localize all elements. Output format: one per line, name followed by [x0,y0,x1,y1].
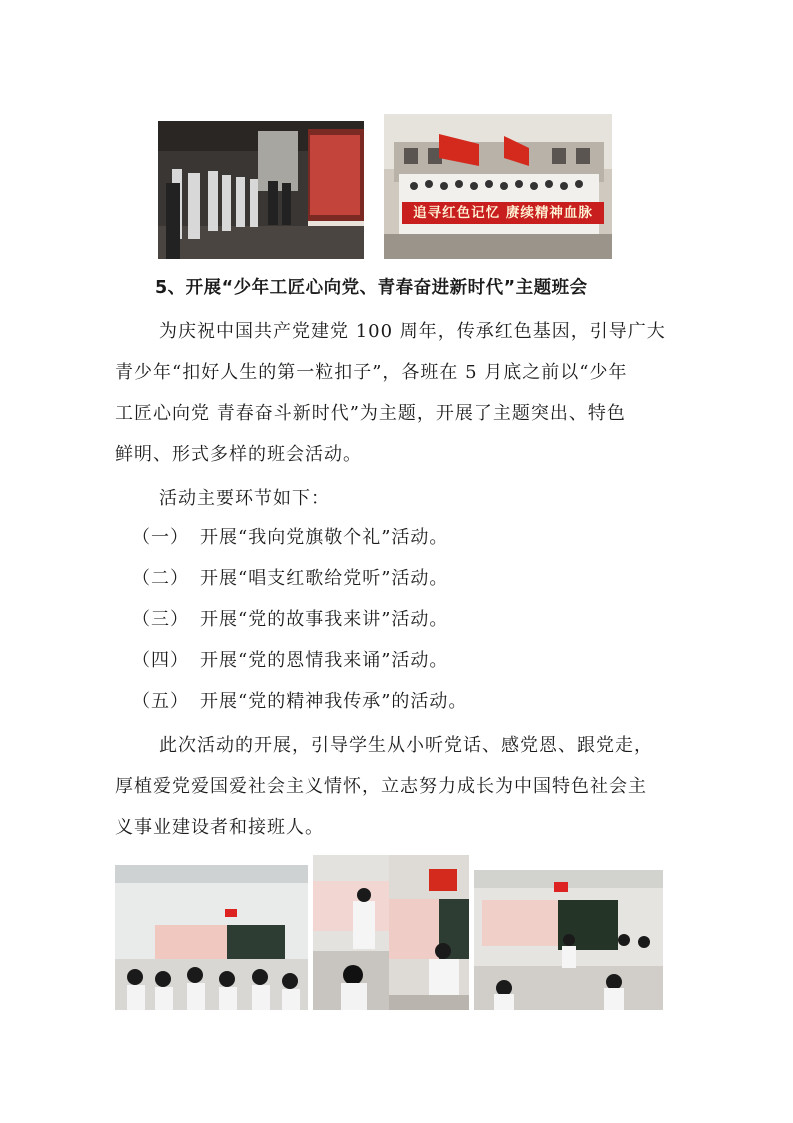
section-heading: 5、开展“少年工匠心向党、青春奋进新时代”主题班会 [155,278,588,298]
photo-classroom-2-left [313,855,389,1010]
intro-line: 鲜明、形式多样的班会活动。 [115,444,362,465]
conclusion-line: 厚植爱党爱国爱社会主义情怀，立志努力成长为中国特色社会主 [115,776,647,797]
conclusion-line: 义事业建设者和接班人。 [115,817,324,838]
step-number: （二） [132,568,189,589]
intro-line: 为庆祝中国共产党建党 100 周年，传承红色基因，引导广大 [159,321,666,342]
step-text: 开展“党的恩情我来诵”活动。 [200,650,449,671]
conclusion-line: 此次活动的开展，引导学生从小听党话、感党恩、跟党走， [159,735,653,756]
step-item [132,524,448,552]
step-text: 开展“党的精神我传承”的活动。 [200,691,468,712]
step-number: （三） [132,609,189,630]
step-item [132,565,448,593]
banner-text: 追寻红色记忆 赓续精神血脉 [402,202,604,224]
step-item [132,606,448,634]
intro-paragraph [115,311,675,475]
conclusion-paragraph [115,725,675,848]
photo-exhibition-hall [158,121,364,259]
intro-line: 青少年“扣好人生的第一粒扣子”，各班在 5 月底之前以“少年 [115,362,628,383]
step-item [132,647,448,675]
photo-group-flags [384,114,612,259]
intro-line: 工匠心向党 青春奋斗新时代”为主题，开展了主题突出、特色 [115,403,626,424]
step-text: 开展“我向党旗敬个礼”活动。 [200,527,449,548]
photo-classroom-2-right [389,855,469,1010]
photo-classroom-1 [115,865,308,1010]
step-number: （五） [132,691,189,712]
step-item [132,688,467,716]
photo-classroom-3 [474,870,663,1010]
step-text: 开展“党的故事我来讲”活动。 [200,609,449,630]
step-text: 开展“唱支红歌给党听”活动。 [200,568,449,589]
steps-intro-text: 活动主要环节如下： [159,488,330,509]
step-number: （一） [132,527,189,548]
step-number: （四） [132,650,189,671]
steps-intro [115,478,675,519]
